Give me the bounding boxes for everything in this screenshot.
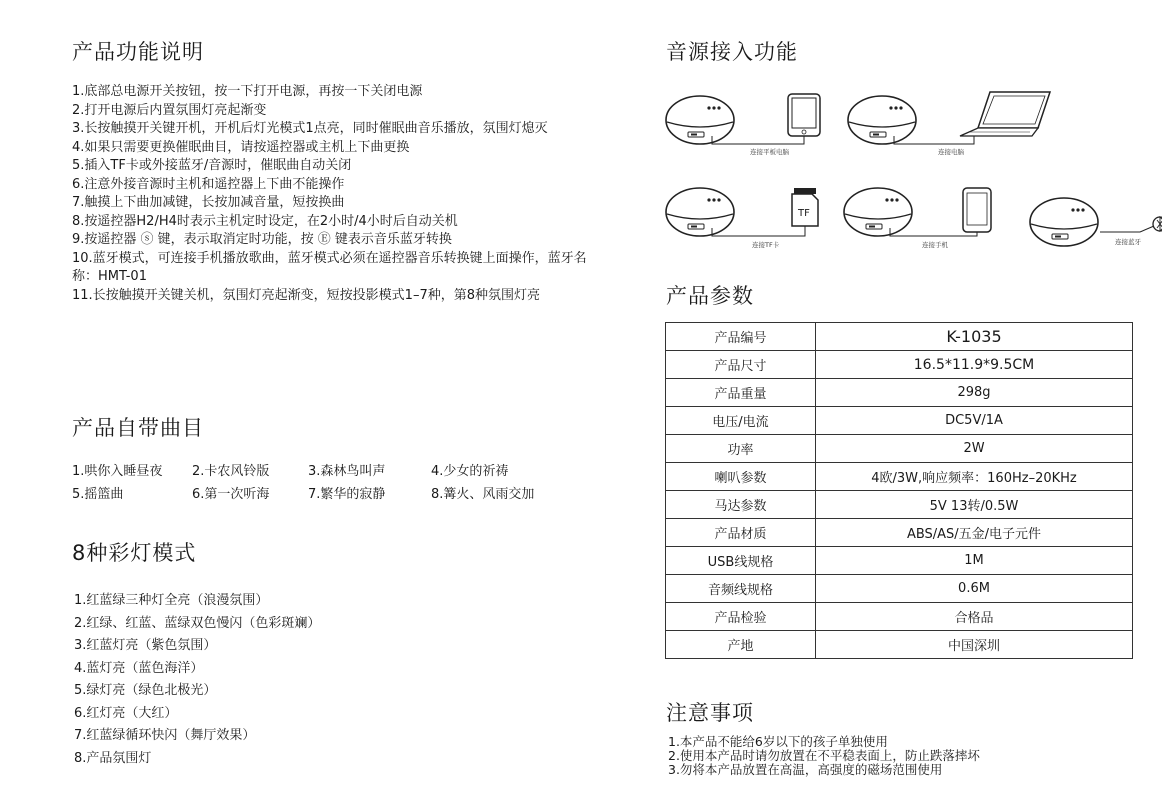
param-value: DC5V/1A: [816, 407, 1133, 435]
light-mode-item: 6.红灯亮（大红）: [74, 705, 178, 721]
light-mode-item: 1.红蓝绿三种灯全亮（浪漫氛围）: [74, 593, 269, 608]
function-item: 5.插入TF卡或外接蓝牙/音源时，催眠曲自动关闭: [72, 158, 352, 173]
param-value: 2W: [816, 435, 1133, 463]
param-key: 马达参数: [666, 491, 816, 519]
params-title: 产品参数: [666, 284, 754, 308]
speaker-icon: [666, 96, 734, 144]
param-value: 4欧/3W,响应频率：160Hz–20KHz: [816, 463, 1133, 491]
function-item: 4.如果只需要更换催眠曲目，请按遥控器或主机上下曲更换: [72, 139, 410, 155]
param-value: 16.5*11.9*9.5CM: [816, 351, 1133, 379]
function-item: 1.底部总电源开关按钮，按一下打开电源，再按一下关闭电源: [72, 84, 423, 99]
param-value: 0.6M: [816, 575, 1133, 603]
notice-item: 2.使用本产品时请勿放置在不平稳表面上，防止跌落摔坏: [668, 748, 980, 763]
caption-phone: 连接手机: [922, 241, 948, 249]
table-row: [666, 519, 1133, 547]
param-value: 1M: [816, 547, 1133, 575]
function-item: 7.触摸上下曲加减键，长按加减音量，短按换曲: [72, 195, 345, 210]
param-key: 产地: [666, 631, 816, 659]
function-item: 11.长按触摸开关键关机，氛围灯亮起渐变，短按投影模式1–7种，第8种氛围灯亮: [72, 287, 540, 303]
notice-title: 注意事项: [666, 701, 754, 725]
bluetooth-icon: [1153, 217, 1162, 231]
connection-diagram: [660, 82, 1162, 262]
function-item: 9.按遥控器 ⓢ 键，表示取消定时功能，按 Ⓔ 键表示音乐蓝牙转换: [72, 232, 452, 247]
table-row: [666, 463, 1133, 491]
song-item: 3.森林鸟叫声: [308, 464, 386, 479]
light-mode-item: 8.产品氛围灯: [74, 750, 152, 766]
function-item: 3.长按触摸开关键开机，开机后灯光模式1点亮，同时催眠曲音乐播放，氛围灯熄灭: [72, 121, 548, 136]
song-item: 2.卡农风铃版: [192, 464, 270, 479]
lights-title: 8种彩灯模式: [72, 541, 197, 565]
light-mode-item: 3.红蓝灯亮（紫色氛围）: [74, 638, 217, 653]
song-item: 8.篝火、风雨交加: [431, 487, 535, 502]
caption-bluetooth: 连接蓝牙: [1115, 238, 1141, 246]
tf-card-label: TF: [798, 208, 810, 219]
functions-title: 产品功能说明: [72, 40, 204, 64]
param-key: 产品材质: [666, 519, 816, 547]
param-key: 功率: [666, 435, 816, 463]
table-row: [666, 323, 1133, 351]
param-key: USB线规格: [666, 547, 816, 575]
speaker-icon: [666, 188, 734, 236]
params-table: [665, 322, 1133, 659]
speaker-icon: [848, 96, 916, 144]
param-value: K-1035: [816, 323, 1133, 351]
caption-tablet: 连接平板电脑: [750, 148, 789, 156]
functions-list: [72, 83, 592, 305]
song-item: 5.摇篮曲: [72, 487, 124, 502]
param-value: 5V 13转/0.5W: [816, 491, 1133, 519]
param-value: 298g: [816, 379, 1133, 407]
song-item: 6.第一次听海: [192, 487, 270, 502]
light-mode-item: 4.蓝灯亮（蓝色海洋）: [74, 660, 204, 676]
param-key: 喇叭参数: [666, 463, 816, 491]
songs-title: 产品自带曲目: [72, 416, 204, 440]
light-mode-item: 7.红蓝绿循环快闪（舞厅效果）: [74, 728, 256, 743]
notice-item: 3.勿将本产品放置在高温，高强度的磁场范围使用: [668, 762, 943, 777]
song-item: 4.少女的祈祷: [431, 464, 509, 479]
function-item: 8.按遥控器H2/H4时表示主机定时设定，在2小时/4小时后自动关机: [72, 213, 458, 229]
param-key: 产品编号: [666, 323, 816, 351]
song-item: 7.繁华的寂静: [308, 487, 386, 502]
param-key: 产品重量: [666, 379, 816, 407]
table-row: [666, 379, 1133, 407]
caption-tf: 连接TF卡: [752, 241, 780, 249]
speaker-icon: [1030, 198, 1098, 246]
cable-line: [712, 136, 804, 144]
param-value: ABS/AS/五金/电子元件: [816, 519, 1133, 547]
function-item: 10.蓝牙模式，可连接手机播放歌曲，蓝牙模式必须在遥控器音乐转换键上面操作，蓝牙名称：HMT-01: [72, 250, 587, 284]
cable-line: [1100, 226, 1154, 232]
lights-list: [74, 590, 320, 770]
function-item: 2.打开电源后内置氛围灯亮起渐变: [72, 102, 267, 118]
param-value: 中国深圳: [816, 631, 1133, 659]
light-mode-item: 5.绿灯亮（绿色北极光）: [74, 683, 217, 698]
notice-item: 1.本产品不能给6岁以下的孩子单独使用: [668, 734, 888, 749]
table-row: [666, 407, 1133, 435]
table-row: [666, 351, 1133, 379]
notice-list: [668, 735, 980, 777]
function-item: 6.注意外接音源时主机和遥控器上下曲不能操作: [72, 176, 345, 192]
song-item: 1.哄你入睡昼夜: [72, 464, 163, 479]
table-row: [666, 435, 1133, 463]
speaker-icon: [844, 188, 912, 236]
table-row: [666, 547, 1133, 575]
param-key: 产品检验: [666, 603, 816, 631]
songs-grid: [72, 460, 592, 506]
table-row: [666, 575, 1133, 603]
table-row: [666, 603, 1133, 631]
param-key: 音频线规格: [666, 575, 816, 603]
param-key: 产品尺寸: [666, 351, 816, 379]
param-value: 合格品: [816, 603, 1133, 631]
caption-laptop: 连接电脑: [938, 148, 964, 156]
table-row: [666, 631, 1133, 659]
light-mode-item: 2.红绿、红蓝、蓝绿双色慢闪（色彩斑斓）: [74, 615, 321, 631]
source-title: 音源接入功能: [666, 40, 798, 64]
table-row: [666, 491, 1133, 519]
param-key: 电压/电流: [666, 407, 816, 435]
